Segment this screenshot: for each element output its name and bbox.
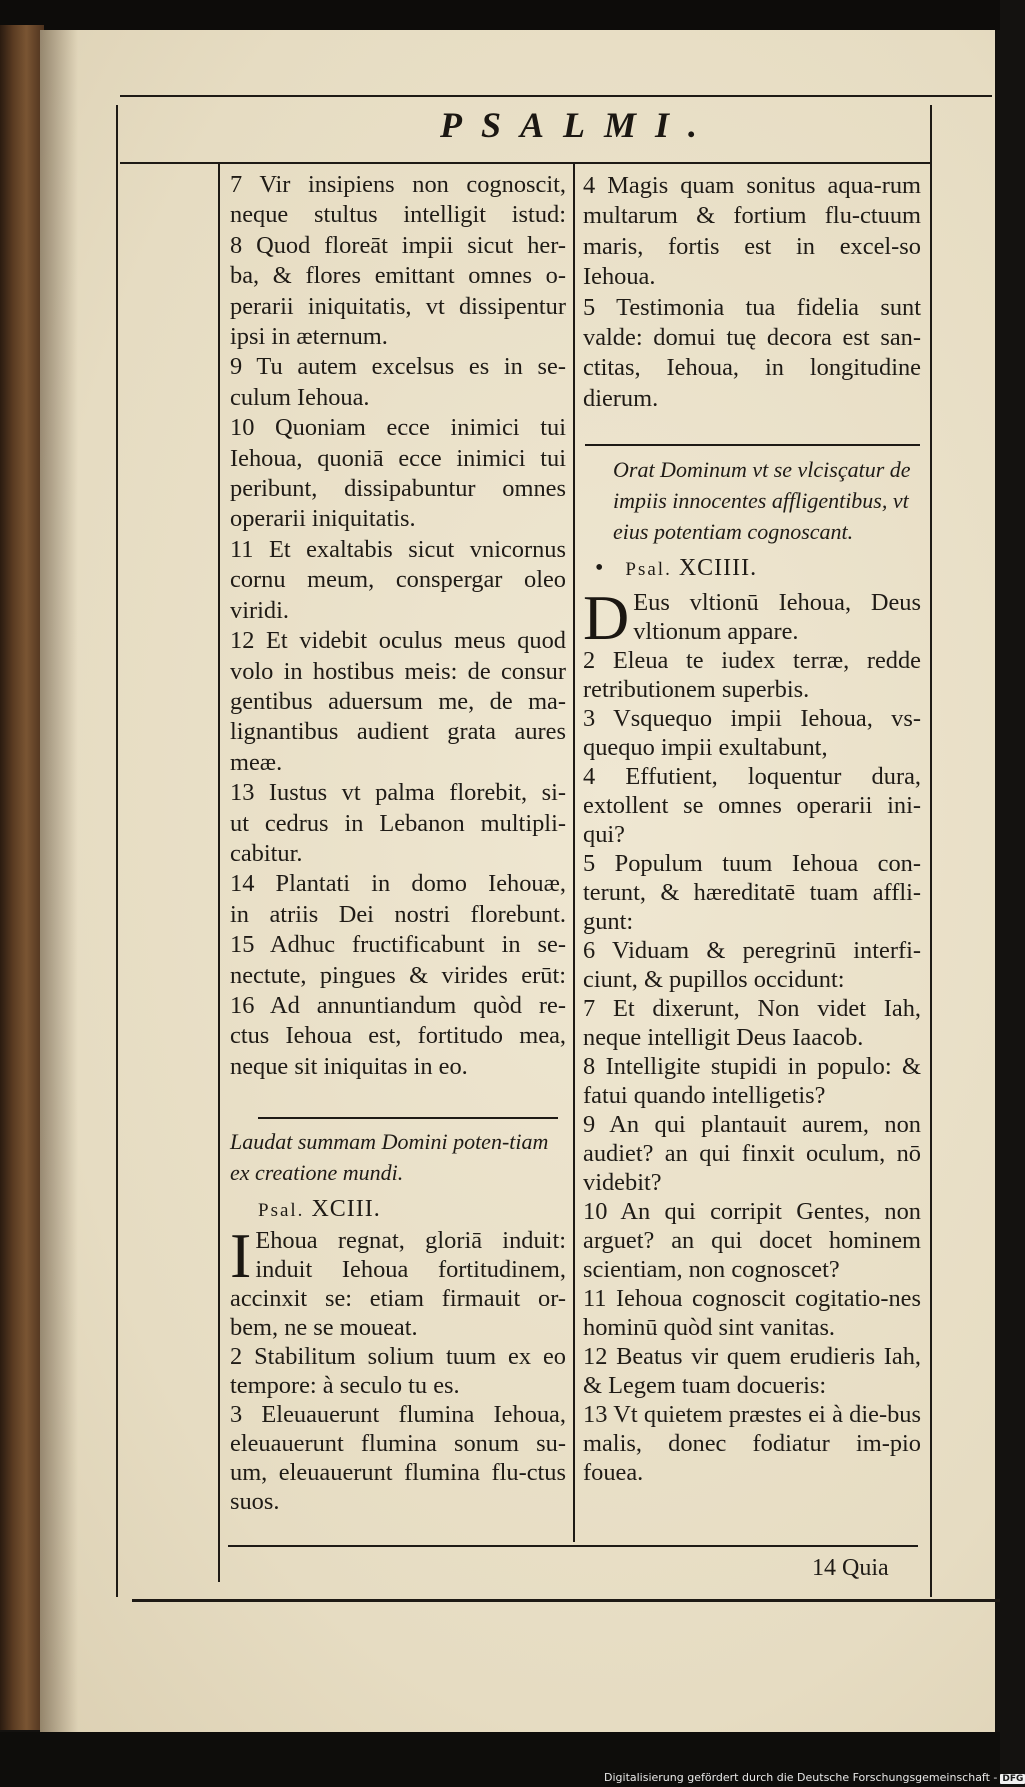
psalm-number: XCIII. xyxy=(311,1196,381,1222)
verse: 6 Viduam & peregrinū interfi-ciunt, & pupillos occidunt: xyxy=(583,936,921,993)
running-title: PSALMI. xyxy=(440,105,717,145)
verse: 2 Eleua te iudex terræ, redde retributionem superbis. xyxy=(583,646,921,703)
verse-line: Iehoua, quoniā ecce inimici tui xyxy=(230,444,566,472)
verse-line: 11 Et exaltabis sicut vnicornus xyxy=(230,535,566,563)
column-bottom-rule xyxy=(228,1545,918,1547)
inner-left-rule xyxy=(218,164,220,1582)
psalm93-separator xyxy=(258,1117,558,1119)
book-spine xyxy=(0,25,44,1730)
bullet-mark: • xyxy=(595,555,605,582)
verse: 8 Intelligite stupidi in populo: & fatui quando intelligetis? xyxy=(583,1052,921,1109)
drop-cap-letter: D xyxy=(583,581,630,653)
verse-line: ba, & flores emittant omnes o- xyxy=(230,262,566,290)
verse-line: gentibus aduersum me, de ma- xyxy=(230,687,566,715)
verse-line: neque stultus intelligit istud: xyxy=(230,201,566,229)
psalm-94-heading xyxy=(595,553,921,585)
verse-line: 13 Iustus vt palma florebit, si- xyxy=(230,779,566,807)
outer-left-rule xyxy=(116,105,118,1597)
verse-line: in atriis Dei nostri florebunt. xyxy=(230,900,566,928)
psalm-93-opening-text: Ehoua regnat, gloriā induit: induit Iehoua fortitudinem, accinxit se: etiam firmauit or-bem, ne se moueat. xyxy=(230,1227,566,1342)
psalm-93-block xyxy=(230,1126,566,1516)
verse-line: 9 Tu autem excelsus es in se- xyxy=(230,353,566,381)
psalm-93-opening xyxy=(230,1220,566,1342)
verse-line: cornu meum, conspergar oleo xyxy=(230,566,566,594)
psalm-label: Psal. xyxy=(258,1200,305,1221)
verse: 3 Eleuauerunt flumina Iehoua, eleuauerunt flumina sonum su-um, eleuauerunt flumina flu-ctus suos. xyxy=(230,1401,566,1516)
verse: 11 Iehoua cognoscit cogitatio-nes hominū quòd sint vanitas. xyxy=(583,1284,921,1341)
column-divider xyxy=(573,164,575,1542)
psalm-label: Psal. xyxy=(625,559,672,581)
verse-line: 12 Et videbit oculus meus quod xyxy=(230,627,566,655)
scan-top-border xyxy=(0,0,1000,30)
verse: 4 Effutient, loquentur dura, extollent se omnes operarii ini-qui? xyxy=(583,762,921,848)
verse: 3 Vsquequo impii Iehoua, vs-quequo impii exultabunt, xyxy=(583,704,921,761)
psalm-94-opening xyxy=(583,581,921,653)
drop-cap-letter: I xyxy=(230,1220,252,1292)
bottom-frame-rule xyxy=(132,1599,1000,1602)
verse-line: nectute, pingues & virides erūt: xyxy=(230,961,566,989)
digitization-note xyxy=(604,1771,1025,1784)
psalm-94-argument: Orat Dominum vt se vlcisçatur de impiis innocentes affligentibus, vt eius potentiam cognoscant. xyxy=(613,457,911,545)
verse: 2 Stabilitum solium tuum ex eo tempore: à seculo tu es. xyxy=(230,1343,566,1400)
psalm-number: XCIIII. xyxy=(678,555,758,582)
verse-line: meæ. xyxy=(230,748,283,776)
verse-line: 15 Adhuc fructificabunt in se- xyxy=(230,931,566,959)
header-rule xyxy=(120,162,932,164)
catchword: 14 Quia xyxy=(812,1555,889,1581)
verse: 10 An qui corripit Gentes, non arguet? an qui docet hominem scientiam, non cognoscet? xyxy=(583,1197,921,1283)
outer-right-rule xyxy=(930,105,932,1597)
verse-line: ipsi in æternum. xyxy=(230,323,388,351)
verse-line: lignantibus audient grata aures xyxy=(230,718,566,746)
verse: 13 Vt quietem præstes ei à die-bus malis, donec fodiatur im-pio fouea. xyxy=(583,1400,921,1486)
psalm-93-argument: Laudat summam Domini poten-tiam ex creatione mundi. xyxy=(230,1129,549,1185)
verse-line: operarii iniquitatis. xyxy=(230,505,416,533)
left-column xyxy=(230,170,566,1082)
verse: 4 Magis quam sonitus aqua-rum multarum & fortium flu-ctuum maris, fortis est in excel-so Iehoua. xyxy=(583,172,921,291)
digitization-text: Digitalisierung gefördert durch die Deutsche Forschungsgemeinschaft - xyxy=(604,1771,998,1784)
verse: 9 An qui plantauit aurem, non audiet? an qui finxit oculum, nō videbit? xyxy=(583,1110,921,1196)
verse-line: 10 Quoniam ecce inimici tui xyxy=(230,414,566,442)
verse-line: peribunt, dissipabuntur omnes xyxy=(230,475,566,503)
verse-line: ut cedrus in Lebanon multipli- xyxy=(230,809,566,837)
verse-line: viridi. xyxy=(230,596,289,624)
verse: 7 Et dixerunt, Non videt Iah, neque intelligit Deus Iaacob. xyxy=(583,994,921,1051)
verse-line: 8 Quod floreāt impii sicut her- xyxy=(230,231,566,259)
verse-line: 14 Plantati in domo Iehouæ, xyxy=(230,870,566,898)
gutter-shadow xyxy=(40,30,78,1735)
verse-line: cabitur. xyxy=(230,839,303,867)
dfg-logo: DFG xyxy=(1002,1774,1024,1784)
verse-line: neque sit iniquitas in eo. xyxy=(230,1052,468,1080)
verse: 12 Beatus vir quem erudieris Iah, & Legem tuam docueris: xyxy=(583,1342,921,1399)
psalm-94-opening-text: Eus vltionū Iehoua, Deus vltionum appare. xyxy=(633,588,921,645)
psalm-93-heading xyxy=(258,1194,566,1226)
verse-line: 7 Vir insipiens non cognoscit, xyxy=(230,171,566,198)
verse-line: 16 Ad annuntiandum quòd re- xyxy=(230,991,566,1019)
verse-line: perarii iniquitatis, vt dissipentur xyxy=(230,292,566,320)
verse: 5 Testimonia tua fidelia sunt valde: domui tuę decora est san-ctitas, Iehoua, in longitudine dierum. xyxy=(583,293,921,412)
verse-line: volo in hostibus meis: de consur xyxy=(230,657,566,685)
verse-line: culum Iehoua. xyxy=(230,383,370,411)
top-frame-rule xyxy=(120,95,992,97)
right-column xyxy=(583,171,921,1487)
verse: 5 Populum tuum Iehoua con-terunt, & hæreditatē tuam affli-gunt: xyxy=(583,849,921,935)
verse-line: ctus Iehoua est, fortitudo mea, xyxy=(230,1022,566,1050)
